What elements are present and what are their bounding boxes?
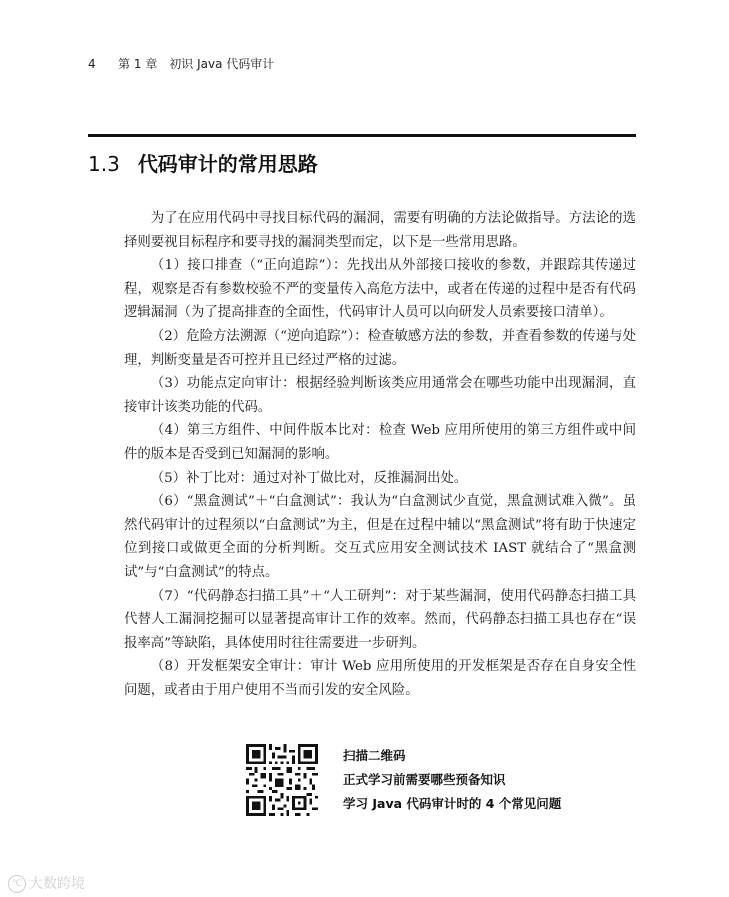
qr-caption [343, 744, 561, 816]
body-text [124, 207, 636, 702]
running-head [88, 55, 274, 72]
chapter-title: 第 1 章 初识 Java 代码审计 [118, 57, 275, 71]
paragraph: （3）功能点定向审计：根据经验判断该类应用通常会在哪些功能中出现漏洞，直接审计该类功能的代码。 [124, 376, 636, 415]
section-title: 代码审计的常用思路 [137, 152, 318, 176]
qr-code-icon[interactable] [246, 744, 318, 816]
watermark [8, 873, 85, 893]
logo-icon: ℃ [8, 875, 26, 893]
paragraph: 为了在应用代码中寻找目标代码的漏洞，需要有明确的方法论做指导。方法论的选择则要视目标程序和要寻找的漏洞类型而定，以下是一些常用思路。 [124, 211, 636, 250]
paragraph: （2）危险方法溯源（“逆向追踪”）：检查敏感方法的参数，并查看参数的传递与处理，判断变量是否可控并且已经过严格的过滤。 [124, 328, 636, 368]
qr-caption-line: 学习 Java 代码审计时的 4 个常见问题 [343, 796, 562, 811]
watermark-text: 大数跨境 [29, 876, 85, 892]
paragraph: （5）补丁比对：通过对补丁做比对，反推漏洞出处。 [150, 470, 468, 486]
paragraph: （1）接口排查（“正向追踪”）：先找出从外部接口接收的参数，并跟踪其传递过程，观察是否有参数校验不严的变量传入高危方法中，或者在传递的过程中是否有代码逻辑漏洞（为了提高排查的全面性，代码审计人员可以向研发人员索要接口清单）。 [124, 258, 636, 321]
paragraph: （6）“黑盒测试”＋“白盒测试”：我认为“白盒测试少直觉，黑盒测试难入微”。虽然代码审计的过程须以“白盒测试”为主，但是在过程中辅以“黑盒测试”将有助于快速定位到接口或做更全面的分析判断。交互式应用安全测试技术 IAST 就结合了“黑盒测试”与“白盒测试”的特点。 [124, 494, 636, 580]
paragraph: （8）开发框架安全审计：审计 Web 应用所使用的开发框架是否存在自身安全性问题，或者由于用户使用不当而引发的安全风险。 [124, 659, 636, 698]
paragraph: （7）“代码静态扫描工具”＋“人工研判”：对于某些漏洞，使用代码静态扫描工具代替人工漏洞挖掘可以显著提高审计工作的效率。然而，代码静态扫描工具也存在“误报率高”等缺陷，具体使用时往往需要进一步研判。 [124, 588, 636, 651]
section-heading [88, 148, 318, 177]
qr-caption-line: 正式学习前需要哪些预备知识 [343, 772, 506, 787]
section-rule [88, 134, 636, 137]
section-number: 1.3 [88, 152, 120, 176]
paragraph: （4）第三方组件、中间件版本比对：检查 Web 应用所使用的第三方组件或中间件的版本是否受到已知漏洞的影响。 [124, 423, 636, 462]
qr-caption-line: 扫描二维码 [343, 748, 406, 763]
page-number: 4 [88, 57, 96, 71]
